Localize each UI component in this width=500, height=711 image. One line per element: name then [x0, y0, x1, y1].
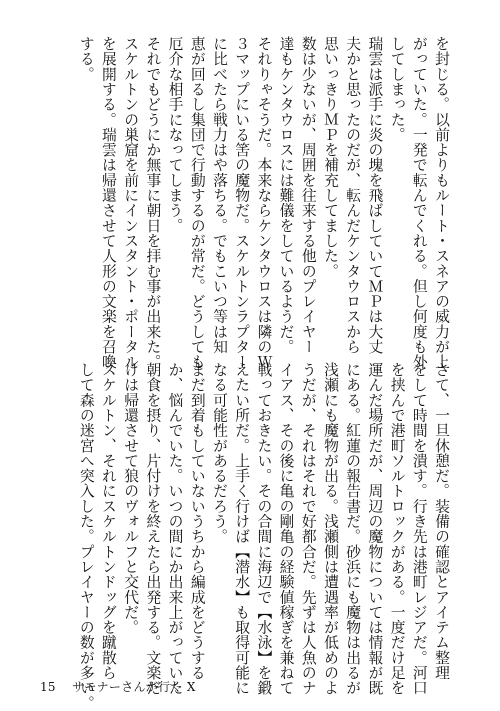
page-footer [40, 678, 196, 695]
text-line: それりゃそうだ。本来ならケンタウロスは隣のＷ [255, 36, 273, 370]
text-line: を挟んで港町ソルトロックがある。一度だけ足を [388, 362, 406, 696]
page-number: 15 [40, 680, 56, 694]
text-line: する。 [77, 36, 95, 82]
text-line: イアス、その後に亀の剛亀の経験値稼ぎを兼ねて [277, 362, 295, 696]
text-line: 恵が回るし集団で行動するのが常だ。どうしても [188, 36, 206, 370]
text-line: まだ到着もしていないうちから編成をどうする [188, 362, 206, 681]
text-line: 浅瀬にも魔物が出る。浅瀬側は遭遇率が低めのよ [321, 362, 339, 696]
text-line: スケルトンの巣窟を前にインスタント・ポータル [122, 36, 140, 370]
running-title: サモナーさんが行く X [72, 680, 196, 694]
text-line: 数は少ないが、周囲を往来する他のプレイヤー [299, 36, 317, 355]
text-line: に比べたら戦力はや落ちる。でもこいつ等は知 [210, 36, 228, 355]
text-line: さて、一旦休憩だ。装備の確認とアイテム整理 [433, 362, 450, 681]
text-line: して森の迷宮へ突入した。プレイヤーの数が多い。 [77, 362, 95, 711]
text-line: えたい所だ。上手く行けば【潜水】も取得可能に [233, 362, 251, 696]
text-line: 厄介な相手になってしまう。 [166, 36, 184, 233]
text-line: を展開する。瑞雲は帰還させて人形の文楽を召喚 [99, 36, 117, 370]
text-line: ３マップにいる筈の魔物だ。スケルトンラプター [233, 36, 251, 370]
text-line: 瑞雲は派手に炎の塊を飛ばしていてＭＰは大丈 [366, 36, 384, 355]
text-line: それでもどうにか無事に朝日を拝む事が出来た。 [144, 36, 162, 370]
text-line: を封じる。以前よりもルート・スネアの威力が上 [433, 36, 450, 370]
text-line: 夫かと思ったのだが、転んだケンタウロスから [344, 36, 362, 355]
text-line: にある。紅蓮の報告書だ。砂浜にも魔物は出るが [344, 362, 362, 696]
text-line: 朝食を摂り、片付けを終えたら出発する。文楽だ [144, 362, 162, 696]
text-line: 思いっきりＭＰを補充してました。 [321, 36, 339, 279]
text-line: 達もケンタウロスには難儀をしているようだ。 [277, 36, 295, 355]
text-line: 戦っておきたい。その合間に海辺で【水泳】を鍛 [255, 362, 273, 696]
text-line: してしまった。 [388, 36, 406, 143]
text-line: か、悩んでいた。いつの間にか出来上がっていた [166, 362, 184, 696]
text-line: スケルトン、それにスケルトンドッグを蹴散ら [99, 362, 117, 681]
text-line: なる可能性があるだろう。 [210, 362, 228, 544]
text-line: うだが、それはそれで好都合だ。先ずは人魚のナ [299, 362, 317, 696]
text-line: をして時間を潰す。行き先は港町レジアだ。河口 [410, 362, 428, 696]
text-line: 運んだ場所だが、周辺の魔物については情報が既 [366, 362, 384, 696]
text-line: けは帰還させて狼のヴォルフと交代だ。 [122, 362, 140, 635]
text-block-upper [75, 36, 452, 370]
text-line: がっていた。一発で転んでくれる。但し何度も外 [410, 36, 428, 370]
